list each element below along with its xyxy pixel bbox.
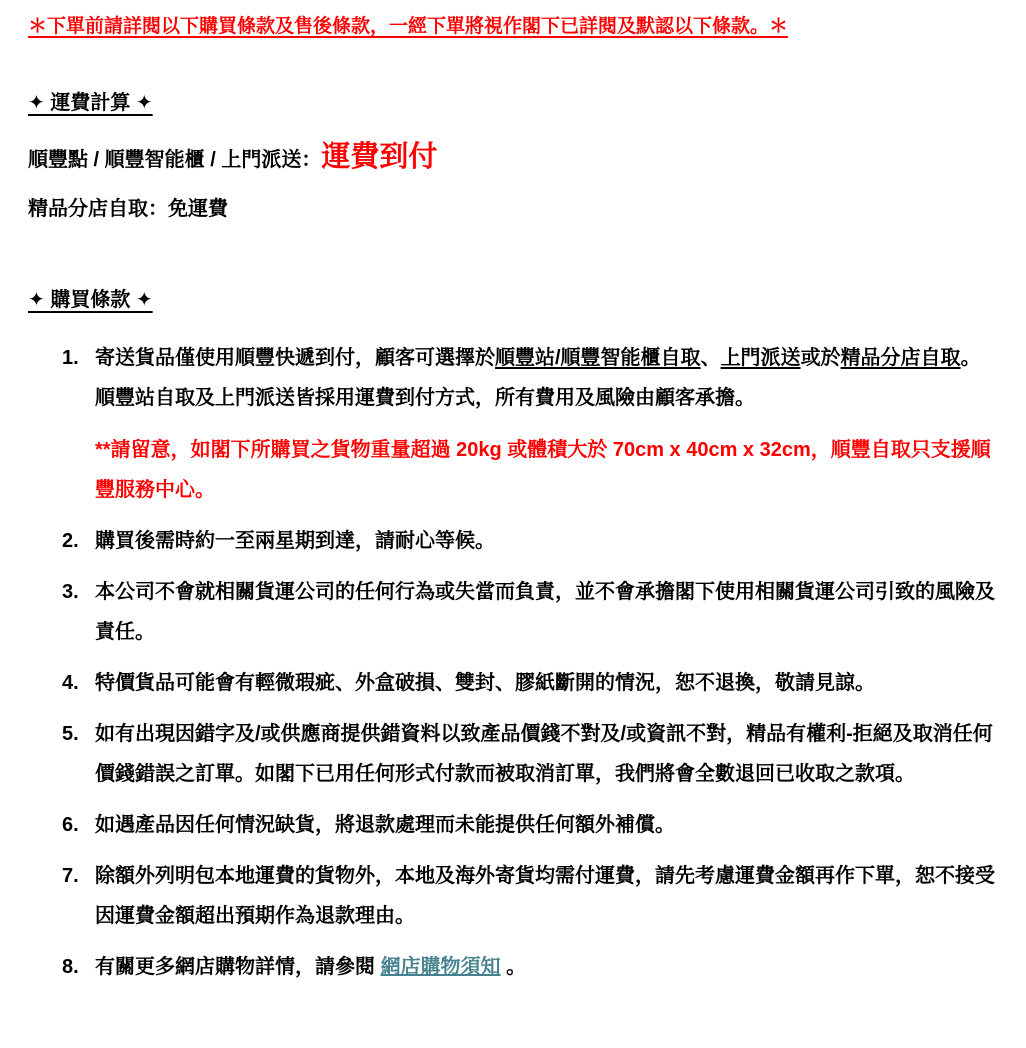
term-item-3-text: 本公司不會就相關貨運公司的任何行為或失當而負責，並不會承擔閣下使用相關貨運公司引致的風險及責任。 xyxy=(95,580,995,643)
term-item-8-body xyxy=(95,947,998,987)
term-item-2-text: 購買後需時約一至兩星期到達，請耐心等候。 xyxy=(95,529,495,552)
term-item-4-text: 特價貨品可能會有輕微瑕疵、外盒破損、雙封、膠紙斷開的情況，恕不退換，敬請見諒。 xyxy=(95,671,875,694)
term-item-2 xyxy=(62,521,998,561)
item-number: 5. xyxy=(62,722,79,745)
term-item-7 xyxy=(62,856,998,936)
term-1-store-pickup-underlined: 精品分店自取 xyxy=(840,346,961,369)
term-item-1 xyxy=(62,338,998,510)
shipping-methods-text: 順豐點 / 順豐智能櫃 / 上門派送： xyxy=(28,148,322,171)
term-1-seg-a: 寄送貨品僅使用順豐快遞到付，顧客可選擇於 xyxy=(95,346,495,369)
term-1-seg-e: 或於 xyxy=(800,346,841,369)
terms-section xyxy=(28,287,998,314)
freight-collect-highlight: 運費到付 xyxy=(321,140,438,173)
shipping-section xyxy=(28,90,998,117)
item-number: 4. xyxy=(62,671,79,694)
item-number: 7. xyxy=(62,864,79,887)
store-pickup-line: 精品分店自取：免運費 xyxy=(28,197,228,220)
term-8-prefix: 有關更多網店購物詳情，請參閱 xyxy=(95,955,381,978)
item-number: 3. xyxy=(62,580,79,603)
term-item-5 xyxy=(62,714,998,794)
term-1-door-delivery-underlined: 上門派送 xyxy=(720,346,801,369)
term-item-6 xyxy=(62,805,998,845)
weight-size-warning-note: **請留意，如閣下所購買之貨物重量超過 20kg 或體積大於 70cm x 40cm x 32cm，順豐自取只支援順豐服務中心。 xyxy=(95,438,991,501)
term-item-8 xyxy=(62,947,998,987)
terms-section-title: ✦ 購買條款 ✦ xyxy=(28,288,153,311)
term-item-1-text xyxy=(95,338,998,418)
term-item-7-text: 除額外列明包本地運費的貨物外，本地及海外寄貨均需付運費，請先考慮運費金額再作下單，恕不接受因運費金額超出預期作為退款理由。 xyxy=(95,864,995,927)
term-item-3 xyxy=(62,572,998,652)
term-item-1-body xyxy=(95,338,998,510)
shipping-section-title: ✦ 運費計算 ✦ xyxy=(28,91,153,114)
term-8-suffix: 。 xyxy=(500,955,527,978)
term-item-4 xyxy=(62,663,998,703)
term-1-seg-c: 、 xyxy=(700,346,721,369)
item-number: 8. xyxy=(62,955,79,978)
term-item-5-text: 如有出現因錯字及/或供應商提供錯資料以致產品價錢不對及/或資訊不對，精品有權利-拒絕及取消任何價錢錯誤之訂單。如閣下已用任何形式付款而被取消訂單，我們將會全數退回已收取之款項。 xyxy=(95,722,993,785)
term-1-seg-g: 。順豐站自取及上門派送皆採用運費到付方式，所有費用及風險由顧客承擔。 xyxy=(95,346,981,409)
item-number: 1. xyxy=(62,346,79,369)
term-item-6-text: 如遇產品因任何情況缺貨，將退款處理而未能提供任何額外補償。 xyxy=(95,813,675,836)
item-number: 2. xyxy=(62,529,79,552)
term-1-pickup-options-underlined: 順豐站/順豐智能櫃自取 xyxy=(495,346,701,369)
online-shopping-guide-link[interactable]: 網店購物須知 xyxy=(380,955,501,978)
shipping-methods-line xyxy=(28,140,998,174)
item-number: 6. xyxy=(62,813,79,836)
terms-list xyxy=(28,338,998,987)
purchase-notice-header: ＊下單前請詳閱以下購買條款及售後條款，一經下單將視作閣下已詳閱及默認以下條款。＊ xyxy=(28,16,789,37)
